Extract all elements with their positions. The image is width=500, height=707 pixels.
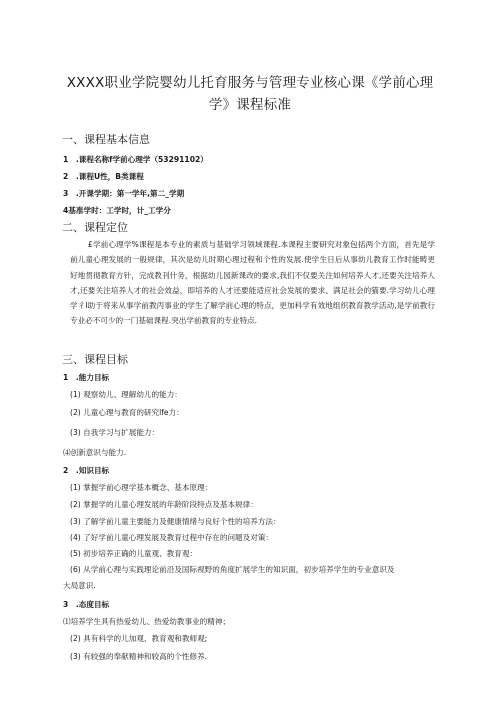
knowledge-item: (4) 了好学前儿童心理发展及教育过程中存在的问题及对策： <box>70 533 274 542</box>
document-title: XXXX职业学院婴幼儿托育服务与管理专业核心课《学前心理学》课程标准 <box>66 75 434 113</box>
section-heading-basic-info: 一、课程基本信息 <box>62 133 150 146</box>
section-heading-objectives: 三、课程目标 <box>62 353 128 366</box>
attitude-item: ⑴培养学生具有热爱幼儿、热爱幼教事业的精神； <box>63 617 231 626</box>
course-name-line: 1 .课程名称f学前心理学（53291102） <box>63 155 208 164</box>
attitude-goal-label: 3 .态度目标 <box>63 600 110 609</box>
knowledge-goal-label: 2 .知识目标 <box>63 466 110 475</box>
ability-item: (2) 儿童心理与教育的研究lfe力： <box>70 408 184 417</box>
knowledge-item: (5) 初步培养正确的儿童观、教育观： <box>70 549 198 558</box>
knowledge-item-continued: 大局意识. <box>63 581 96 590</box>
knowledge-item: (3) 了解学前儿童主要能力及健康情绪与良好个性的培养方法： <box>70 517 281 526</box>
attitude-item: (2) 具有科学的儿加观、教育观和教师观; <box>70 634 208 643</box>
ability-item: ⑷创新意识与能力. <box>63 448 127 457</box>
knowledge-item: (6) 从学前心理与实践理论前沿及国际视野的角度扩展学生的知识面，初步培养学生的专业意识及 <box>70 565 395 574</box>
positioning-paragraph: £学前心理学%课程是本专业的素质与基础学习领域课程.本课程主要研究对象包括两个方面，首先是学前儿童心理发展的一般规律，其次是幼儿时期心理过程和个性的发展.使学生日后从事幼儿教育工作时能畴更好地贯彻教育方针，完成教刊什务，根据幼儿园新课改的要求,我们不仅要关注如何培养人才,还要关注培养人才,还要关注培养人才的社会效益，即培养的人才还要能适应社会发展的要求、满足社会的猫要.学习幼儿心理学彳I助于将来从事学前教丙事业的学生了解学前心理的特点，更加科学有效地组织教育教学活动,是学前教行专业必不可少的一门基础课程.突出学前教育的专业特点. <box>70 240 435 326</box>
knowledge-item: (2) 掌握学的儿童心理发展的年龄阶段特点及基本规律： <box>70 500 258 509</box>
course-type-line: 2 .课程U性，B类课程 <box>63 172 144 181</box>
ability-item: (1) 观察幼儿、理解幼儿的能力： <box>70 390 182 399</box>
section-heading-positioning: 二、课程定位 <box>62 221 128 234</box>
ability-goal-label: 1 .能力目标 <box>63 373 110 382</box>
attitude-item: (3) 有较强的奉献精神和较高的个性修养. <box>70 652 208 661</box>
knowledge-item: (1) 掌握学前心理学基本概念、基本原理： <box>70 483 213 492</box>
ability-item: (3) 自我学习与扩展能力： <box>70 428 160 437</box>
semester-line: 3 .开课学期：第一学年,第二_学期 <box>63 189 185 198</box>
hours-line: 4基准学时：工学时，计_工学分 <box>63 206 171 215</box>
